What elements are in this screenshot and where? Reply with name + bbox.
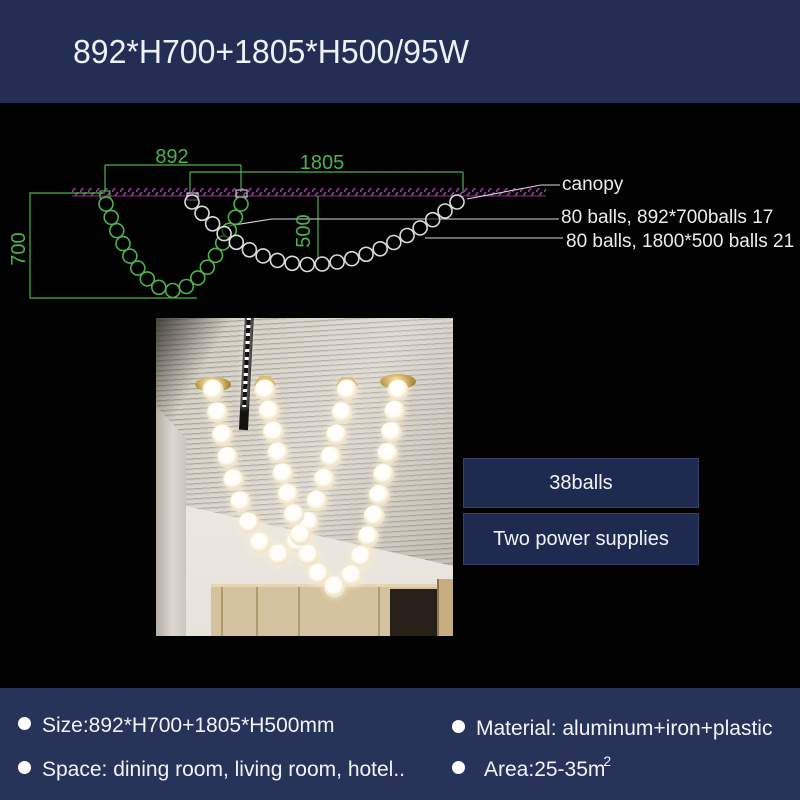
ball-chain-drawing <box>99 195 464 298</box>
product-photo <box>156 318 453 636</box>
info-box-ball-count: 38balls <box>463 458 699 508</box>
canopy-label: canopy <box>562 174 624 195</box>
bead-strands <box>156 318 453 636</box>
spec-size: Size:892*H700+1805*H500mm <box>18 714 334 738</box>
dim-label-700: 700 <box>8 232 30 266</box>
canopy-hatch-band <box>72 188 546 196</box>
product-title: 892*H700+1805*H500/95W <box>73 32 469 70</box>
dimension-lines <box>30 165 463 298</box>
info-box-power-supplies: Two power supplies <box>463 513 699 565</box>
bullet-icon <box>18 761 31 774</box>
spec-footer <box>0 688 800 800</box>
chain-small-label: 80 balls, 892*700balls 17 <box>561 207 774 228</box>
spec-material: Material: aluminum+iron+plastic <box>452 717 772 741</box>
chain-large-label: 80 balls, 1800*500 balls 21 <box>566 231 795 252</box>
bullet-icon <box>452 720 465 733</box>
bullet-icon <box>18 717 31 730</box>
dim-label-892: 892 <box>155 146 189 168</box>
bullet-icon <box>452 761 465 774</box>
spec-area: $Area:25-35m^2$ <box>452 755 613 782</box>
spec-space: Space: dining room, living room, hotel.. <box>18 758 405 782</box>
dim-label-1805: 1805 <box>299 152 345 174</box>
dim-label-500: 500 <box>293 214 315 248</box>
